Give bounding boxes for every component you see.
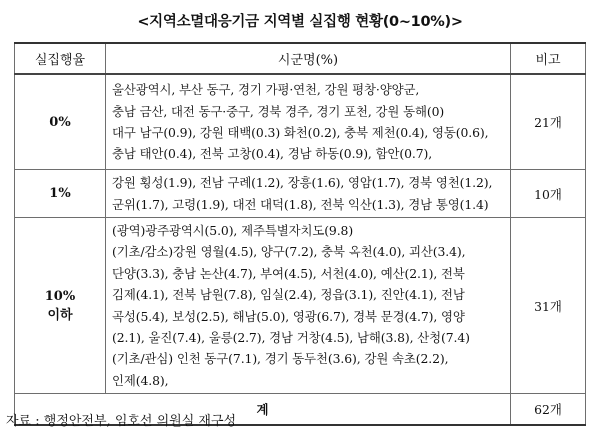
total-label: 계 xyxy=(15,394,511,426)
table-title: <지역소멸대응기금 지역별 실집행 현황(0~10%)> xyxy=(137,14,463,30)
city-line: 충남 금산, 대전 동구·중구, 경북 경주, 경기 포천, 강원 동해(0) xyxy=(112,103,445,119)
rate-cell xyxy=(15,170,106,218)
city-line: 단양(3.3), 충남 논산(4.7), 부여(4.5), 서천(4.0), 예산(2.1), 전북 xyxy=(112,265,465,281)
table-row xyxy=(15,218,586,394)
note-cell: 10개 xyxy=(511,170,586,218)
city-line: 인제(4.8), xyxy=(112,372,169,388)
rate-cell xyxy=(15,218,106,394)
header-rate: 실집행율 xyxy=(15,43,106,74)
rate-label: 10% xyxy=(44,288,76,304)
rate-cell xyxy=(15,74,106,170)
city-line: 충남 태안(0.4), 전북 고창(0.4), 경남 하동(0.9), 함안(0.7), xyxy=(112,146,433,162)
total-note: 62개 xyxy=(511,394,586,426)
rate-label: 0% xyxy=(49,114,71,130)
city-line: 김제(4.1), 전북 남원(7.8), 임실(2.4), 정읍(3.1), 진안(4.1), 전남 xyxy=(112,287,465,303)
note-cell: 31개 xyxy=(511,218,586,394)
city-line: 울산광역시, 부산 동구, 경기 가평·연천, 강원 평창·양양군, xyxy=(112,82,420,98)
table-row xyxy=(15,170,586,218)
city-line: (기초/감소)강원 영월(4.5), 양구(7.2), 충북 옥천(4.0), 괴산(3.4), xyxy=(112,244,466,260)
city-line: 강원 횡성(1.9), 전남 구례(1.2), 장흥(1.6), 영암(1.7), 경북 영천(1.2), xyxy=(112,175,493,191)
cities-cell xyxy=(106,170,511,218)
header-note: 비고 xyxy=(511,43,586,74)
header-cities: 시군명(%) xyxy=(106,43,511,74)
city-line: (기초/관심) 인천 동구(7.1), 경기 동두천(3.6), 강원 속초(2.2), xyxy=(112,351,449,367)
note-cell: 21개 xyxy=(511,74,586,170)
header-row xyxy=(15,43,586,74)
city-line: 군위(1.7), 고령(1.9), 대전 대덕(1.8), 전북 익산(1.3), 경남 통영(1.4) xyxy=(112,196,489,212)
city-line: 대구 남구(0.9), 강원 태백(0.3) 화천(0.2), 충북 제천(0.4), 영동(0.6), xyxy=(112,125,489,140)
cities-cell xyxy=(106,74,511,170)
source-note: 자료 : 행정안전부, 임호선 의원실 재구성 xyxy=(6,414,237,429)
city-line: (2.1), 울진(7.4), 울릉(2.7), 경남 거창(4.5), 남해(3.8), 산청(7.4) xyxy=(112,330,470,346)
table-row xyxy=(15,74,586,170)
rate-label-sub: 이하 xyxy=(47,307,73,323)
cities-cell xyxy=(106,218,511,394)
execution-rate-table xyxy=(14,42,586,426)
city-line: 곡성(5.4), 보성(2.5), 해남(5.0), 영광(6.7), 경북 문경(4.7), 영양 xyxy=(112,308,465,324)
city-line: (광역)광주광역시(5.0), 제주특별자치도(9.8) xyxy=(112,223,354,238)
rate-label: 1% xyxy=(49,186,71,201)
